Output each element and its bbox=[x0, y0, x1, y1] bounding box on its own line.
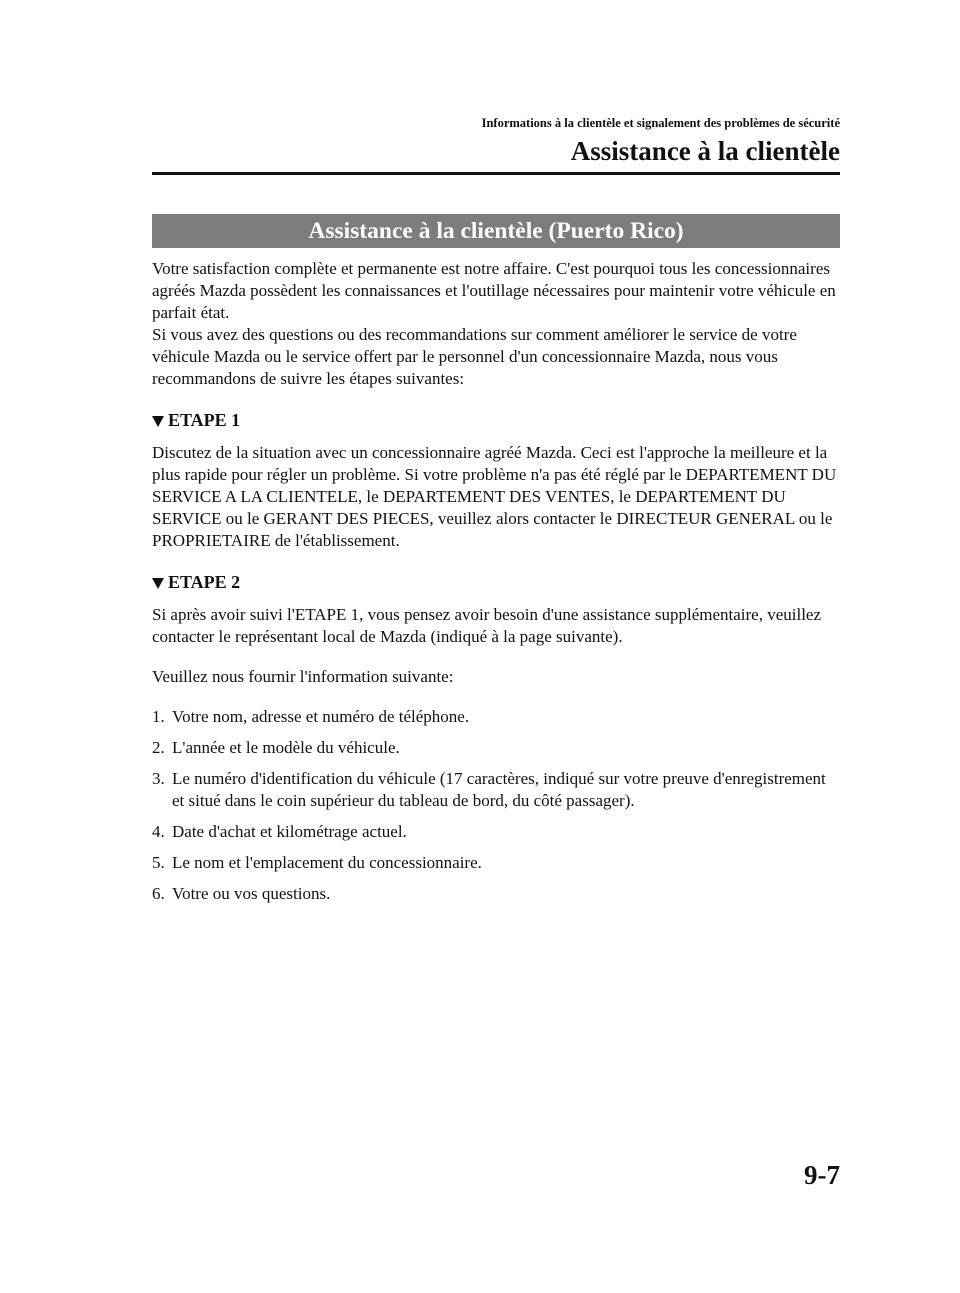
list-item-text: L'année et le modèle du véhicule. bbox=[172, 738, 400, 757]
header-divider bbox=[152, 172, 840, 175]
step-1-title: ETAPE 1 bbox=[168, 410, 241, 430]
list-item-text: Votre nom, adresse et numéro de téléphone. bbox=[172, 707, 470, 726]
list-item-number: 5. bbox=[152, 853, 165, 872]
list-item-number: 2. bbox=[152, 738, 165, 757]
list-item-number: 4. bbox=[152, 822, 165, 841]
step-1-body: Discutez de la situation avec un concessionnaire agréé Mazda. Ceci est l'approche la meilleure et la plus rapide pour régler un problème. Si votre problème n'a pas été réglé par le DEPARTEMENT DU SERVICE A LA CLIENTELE, le DEPARTEMENT DES VENTES, le DEPARTEMENT DU SERVICE ou le GERANT DES PIECES, veuillez alors contacter le DIRECTEUR GENERAL ou le PROPRIETAIRE de l'établissement. bbox=[152, 443, 837, 550]
triangle-bullet-icon bbox=[152, 416, 164, 427]
list-item bbox=[152, 706, 842, 728]
page-content bbox=[152, 258, 842, 914]
list-item-number: 6. bbox=[152, 884, 165, 903]
chapter-title: Assistance à la clientèle bbox=[570, 136, 840, 166]
intro-paragraph: Si vous avez des questions ou des recommandations sur comment améliorer le service de votre véhicule Mazda ou le service offert par le personnel d'un concessionnaire Mazda, nous vous recommandons de suivre les étapes suivantes: bbox=[152, 325, 797, 388]
information-list bbox=[152, 706, 842, 905]
list-item-text: Le numéro d'identification du véhicule (17 caractères, indiqué sur votre preuve d'enregistrement et situé dans le coin supérieur du tableau de bord, du côté passager). bbox=[172, 769, 826, 810]
step-2-body: Si après avoir suivi l'ETAPE 1, vous pensez avoir besoin d'une assistance supplémentaire, veuillez contacter le représentant local de Mazda (indiqué à la page suivante). bbox=[152, 605, 822, 646]
step-2-heading bbox=[152, 570, 842, 594]
list-item-number: 3. bbox=[152, 769, 165, 788]
step-1-heading bbox=[152, 408, 842, 432]
chapter-breadcrumb: Informations à la clientèle et signalement des problèmes de sécurité bbox=[481, 116, 840, 130]
list-item bbox=[152, 852, 842, 874]
list-item-text: Date d'achat et kilométrage actuel. bbox=[172, 822, 407, 841]
section-title-banner: Assistance à la clientèle (Puerto Rico) bbox=[152, 214, 840, 248]
list-item-number: 1. bbox=[152, 707, 165, 726]
list-item-text: Le nom et l'emplacement du concessionnaire. bbox=[172, 853, 482, 872]
info-intro: Veuillez nous fournir l'information suivante: bbox=[152, 667, 454, 686]
list-item bbox=[152, 883, 842, 905]
step-2-title: ETAPE 2 bbox=[168, 572, 241, 592]
list-item-text: Votre ou vos questions. bbox=[172, 884, 331, 903]
page-header bbox=[152, 115, 840, 167]
list-item bbox=[152, 737, 842, 759]
page-number: 9-7 bbox=[804, 1160, 840, 1190]
intro-paragraph: Votre satisfaction complète et permanente est notre affaire. C'est pourquoi tous les concessionnaires agréés Mazda possèdent les connaissances et l'outillage nécessaires pour maintenir votre véhicule en parfait état. bbox=[152, 259, 836, 322]
triangle-bullet-icon bbox=[152, 578, 164, 589]
list-item bbox=[152, 768, 842, 812]
list-item bbox=[152, 821, 842, 843]
